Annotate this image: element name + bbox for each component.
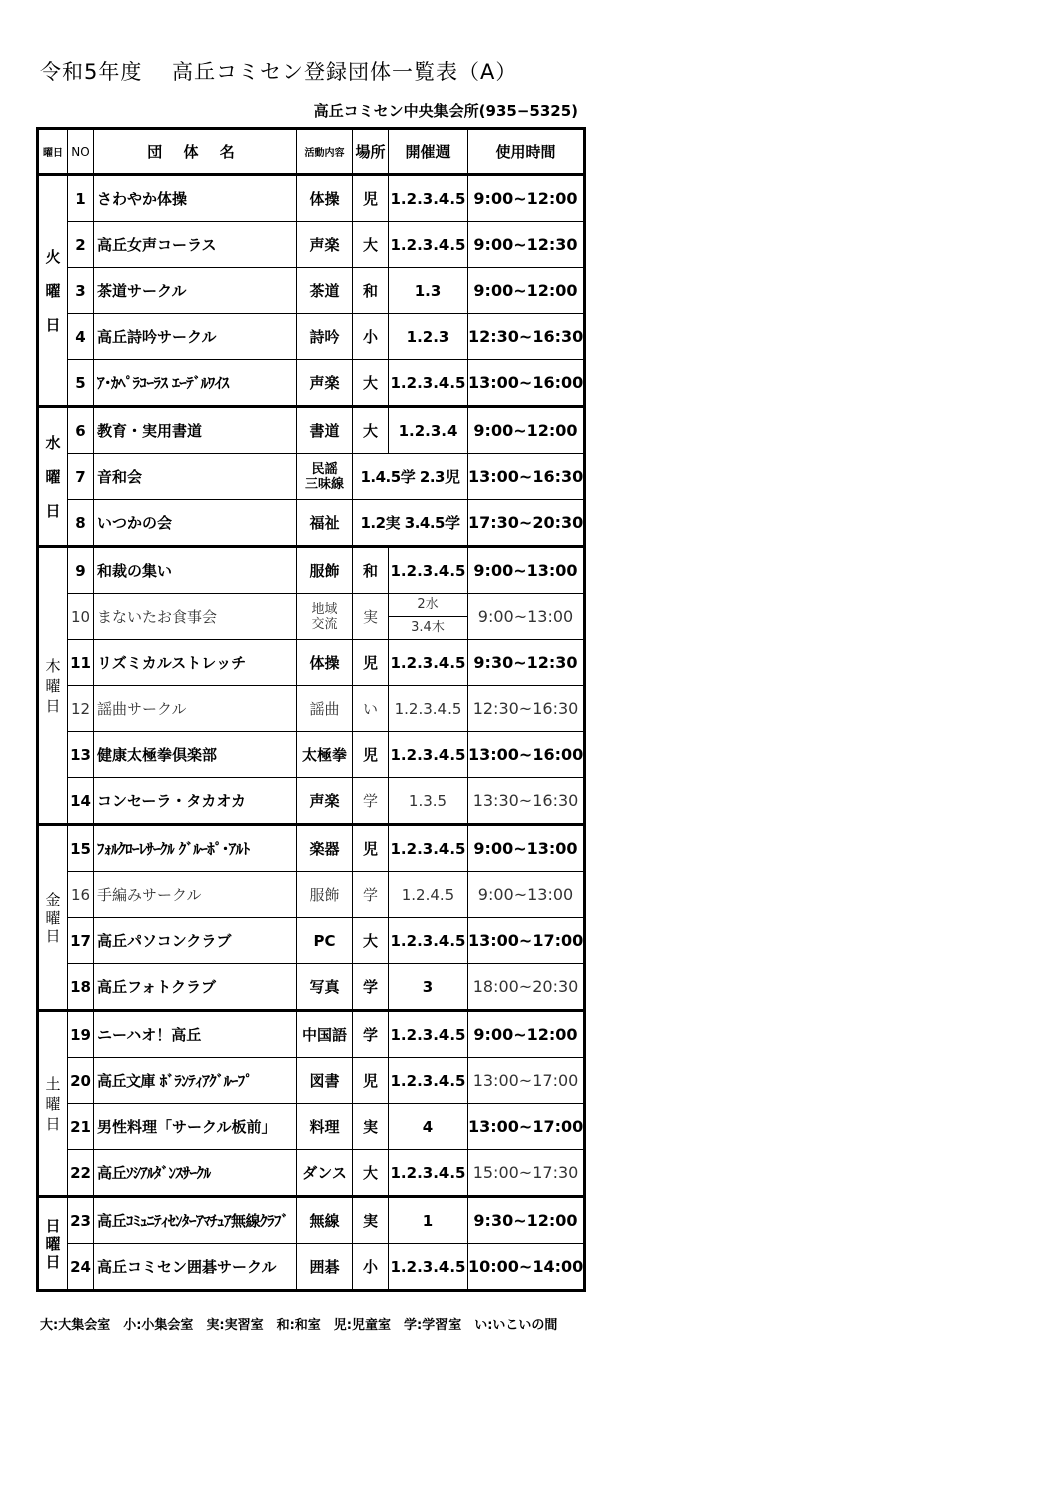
time: 9:00~12:00	[468, 407, 585, 454]
table-row	[38, 1104, 585, 1150]
row-no: 3	[68, 268, 94, 314]
group-name: 高丘フォトクラブ	[94, 964, 297, 1011]
time: 13:00~16:30	[468, 454, 585, 500]
header-name: 団 体 名	[94, 129, 297, 175]
table-row	[38, 686, 585, 732]
time: 9:00~13:00	[468, 547, 585, 594]
weeks: 4	[389, 1104, 468, 1150]
row-no: 9	[68, 547, 94, 594]
table-row	[38, 918, 585, 964]
group-name: 高丘文庫 ﾎﾞﾗﾝﾃｨｱｸﾞﾙｰﾌﾟ	[94, 1058, 297, 1104]
row-no: 21	[68, 1104, 94, 1150]
place: 児	[353, 732, 389, 778]
table-row	[38, 547, 585, 594]
row-no: 24	[68, 1244, 94, 1291]
weeks: 1.2実 3.4.5学	[353, 500, 468, 547]
weeks: 1.2.4.5	[389, 872, 468, 918]
group-name: コンセーラ・タカオカ	[94, 778, 297, 825]
table-row	[38, 314, 585, 360]
group-name: ニーハオ！高丘	[94, 1011, 297, 1058]
time: 9:00~12:30	[468, 222, 585, 268]
group-schedule-table	[36, 127, 586, 1292]
document-title: 令和5年度 高丘コミセン登録団体一覧表（A）	[40, 60, 518, 84]
group-name: 音和会	[94, 454, 297, 500]
activity: 写真	[297, 964, 353, 1011]
activity: 楽器	[297, 825, 353, 872]
weeks: 3	[389, 964, 468, 1011]
day-group-tuesday	[38, 175, 585, 407]
place: 実	[353, 1197, 389, 1244]
table-row	[38, 1011, 585, 1058]
weeks: 1	[389, 1197, 468, 1244]
row-no: 20	[68, 1058, 94, 1104]
row-no: 17	[68, 918, 94, 964]
weeks: 1.2.3.4.5	[389, 360, 468, 407]
weeks: 1.2.3.4.5	[389, 640, 468, 686]
group-name: 謡曲サークル	[94, 686, 297, 732]
day-label-saturday: 土 曜 日	[38, 1011, 68, 1197]
day-label-wednesday: 水 曜 日	[38, 407, 68, 547]
time: 13:00~17:00	[468, 918, 585, 964]
row-no: 7	[68, 454, 94, 500]
activity: 声楽	[297, 360, 353, 407]
group-name: 高丘パソコンクラブ	[94, 918, 297, 964]
time: 13:00~17:00	[468, 1104, 585, 1150]
time: 13:00~17:00	[468, 1058, 585, 1104]
weeks: 1.2.3.4	[389, 407, 468, 454]
weeks: 1.2.3.4.5	[389, 547, 468, 594]
time: 18:00~20:30	[468, 964, 585, 1011]
time: 13:30~16:30	[468, 778, 585, 825]
row-no: 5	[68, 360, 94, 407]
weeks: 1.2.3.4.5	[389, 1058, 468, 1104]
group-name: まないたお食事会	[94, 594, 297, 640]
row-no: 6	[68, 407, 94, 454]
place: 児	[353, 825, 389, 872]
group-name: 高丘ｺﾐｭﾆﾃｨｾﾝﾀｰｱﾏﾁｭｱ無線ｸﾗﾌﾞ	[94, 1197, 297, 1244]
table-row	[38, 1058, 585, 1104]
place: 児	[353, 640, 389, 686]
time: 9:30~12:00	[468, 1197, 585, 1244]
weeks: 1.2.3.4.5	[389, 825, 468, 872]
time: 12:30~16:30	[468, 686, 585, 732]
room-legend: 大:大集会室 小:小集会室 実:実習室 和:和室 児:児童室 学:学習室 い:いこいの間	[40, 1318, 558, 1333]
activity: 謡曲	[297, 686, 353, 732]
table-row	[38, 360, 585, 407]
table-row	[38, 964, 585, 1011]
time: 17:30~20:30	[468, 500, 585, 547]
header-no: NO	[68, 129, 94, 175]
row-no: 10	[68, 594, 94, 640]
place: 学	[353, 778, 389, 825]
activity: 中国語	[297, 1011, 353, 1058]
group-name: ﾌｫﾙｸﾛｰﾚｻｰｸﾙ ｸﾞﾙｰﾎﾟ･ｱﾙﾄ	[94, 825, 297, 872]
header-day: 曜日	[38, 129, 68, 175]
activity: 福祉	[297, 500, 353, 547]
table-header	[38, 129, 585, 175]
facility-contact: 高丘コミセン中央集会所(935−5325)	[313, 102, 578, 120]
time: 9:00~12:00	[468, 1011, 585, 1058]
group-name: 茶道サークル	[94, 268, 297, 314]
table-row	[38, 640, 585, 686]
place: 実	[353, 1104, 389, 1150]
activity: 体操	[297, 175, 353, 222]
row-no: 19	[68, 1011, 94, 1058]
time: 15:00~17:30	[468, 1150, 585, 1197]
place: 大	[353, 360, 389, 407]
weeks: 1.3	[389, 268, 468, 314]
day-group-friday	[38, 825, 585, 1011]
table-row	[38, 268, 585, 314]
row-no: 12	[68, 686, 94, 732]
header-activity: 活動内容	[297, 129, 353, 175]
group-name: 教育・実用書道	[94, 407, 297, 454]
place: 大	[353, 1150, 389, 1197]
table-row	[38, 732, 585, 778]
activity: 服飾	[297, 547, 353, 594]
activity: 茶道	[297, 268, 353, 314]
row-no: 14	[68, 778, 94, 825]
weeks: 1.2.3	[389, 314, 468, 360]
day-group-thursday	[38, 547, 585, 825]
activity: 太極拳	[297, 732, 353, 778]
time: 9:00~12:00	[468, 268, 585, 314]
group-name: 和裁の集い	[94, 547, 297, 594]
weeks-thursday: 3.4木	[411, 620, 445, 635]
time: 9:00~13:00	[468, 872, 585, 918]
day-label-friday: 金 曜 日	[38, 825, 68, 1011]
group-name: さわやか体操	[94, 175, 297, 222]
header-row	[38, 129, 585, 175]
activity: 体操	[297, 640, 353, 686]
row-no: 18	[68, 964, 94, 1011]
row-no: 11	[68, 640, 94, 686]
activity: 民謡 三味線	[297, 454, 353, 500]
table-row	[38, 500, 585, 547]
activity: ダンス	[297, 1150, 353, 1197]
group-name: 高丘詩吟サークル	[94, 314, 297, 360]
activity: 無線	[297, 1197, 353, 1244]
table-row	[38, 175, 585, 222]
weeks-wednesday: 2水	[389, 594, 467, 617]
row-no: 8	[68, 500, 94, 547]
group-name: いつかの会	[94, 500, 297, 547]
row-no: 15	[68, 825, 94, 872]
time: 10:00~14:00	[468, 1244, 585, 1291]
time: 9:30~12:30	[468, 640, 585, 686]
group-name: 高丘ｿｼｱﾙﾀﾞﾝｽｻｰｸﾙ	[94, 1150, 297, 1197]
weeks: 1.2.3.4.5	[389, 175, 468, 222]
group-name: ｱ･ｶﾍﾟﾗｺｰﾗｽ ｴｰﾃﾞﾙﾜｲｽ	[94, 360, 297, 407]
place: 小	[353, 1244, 389, 1291]
activity: 料理	[297, 1104, 353, 1150]
place: 小	[353, 314, 389, 360]
activity: PC	[297, 918, 353, 964]
time: 13:00~16:00	[468, 732, 585, 778]
group-name: 男性料理「サークル板前」	[94, 1104, 297, 1150]
table-row	[38, 594, 585, 640]
day-group-sunday	[38, 1197, 585, 1291]
time: 9:00~12:00	[468, 175, 585, 222]
place: 大	[353, 918, 389, 964]
place: 大	[353, 407, 389, 454]
weeks: 1.2.3.4.5	[389, 686, 468, 732]
weeks	[389, 594, 468, 640]
activity: 服飾	[297, 872, 353, 918]
day-label-tuesday: 火 曜 日	[38, 175, 68, 407]
place: い	[353, 686, 389, 732]
activity: 囲碁	[297, 1244, 353, 1291]
header-place: 場所	[353, 129, 389, 175]
day-label-thursday: 木 曜 日	[38, 547, 68, 825]
header-weeks: 開催週	[389, 129, 468, 175]
time: 9:00~13:00	[468, 594, 585, 640]
place: 学	[353, 1011, 389, 1058]
activity: 声楽	[297, 222, 353, 268]
weeks: 1.2.3.4.5	[389, 732, 468, 778]
day-group-wednesday	[38, 407, 585, 547]
table-row	[38, 1150, 585, 1197]
table-row	[38, 778, 585, 825]
group-name: 手編みサークル	[94, 872, 297, 918]
table-row	[38, 1197, 585, 1244]
place: 児	[353, 175, 389, 222]
weeks: 1.2.3.4.5	[389, 1150, 468, 1197]
weeks: 1.2.3.4.5	[389, 1011, 468, 1058]
activity: 詩吟	[297, 314, 353, 360]
table-row	[38, 1244, 585, 1291]
table-row	[38, 454, 585, 500]
time: 13:00~16:00	[468, 360, 585, 407]
day-label-sunday: 日 曜 日	[38, 1197, 68, 1291]
weeks: 1.2.3.4.5	[389, 222, 468, 268]
group-name: 健康太極拳倶楽部	[94, 732, 297, 778]
row-no: 2	[68, 222, 94, 268]
place: 学	[353, 964, 389, 1011]
row-no: 13	[68, 732, 94, 778]
place: 実	[353, 594, 389, 640]
time: 9:00~13:00	[468, 825, 585, 872]
place: 児	[353, 1058, 389, 1104]
place: 学	[353, 872, 389, 918]
table-row	[38, 872, 585, 918]
activity: 図書	[297, 1058, 353, 1104]
group-name: 高丘コミセン囲碁サークル	[94, 1244, 297, 1291]
place: 和	[353, 268, 389, 314]
group-name: 高丘女声コーラス	[94, 222, 297, 268]
weeks: 1.3.5	[389, 778, 468, 825]
row-no: 23	[68, 1197, 94, 1244]
time: 12:30~16:30	[468, 314, 585, 360]
activity: 書道	[297, 407, 353, 454]
weeks: 1.4.5学 2.3児	[353, 454, 468, 500]
row-no: 4	[68, 314, 94, 360]
place: 大	[353, 222, 389, 268]
table-row	[38, 407, 585, 454]
group-name: リズミカルストレッチ	[94, 640, 297, 686]
row-no: 16	[68, 872, 94, 918]
weeks: 1.2.3.4.5	[389, 1244, 468, 1291]
day-group-saturday	[38, 1011, 585, 1197]
activity: 地域 交流	[297, 594, 353, 640]
place: 和	[353, 547, 389, 594]
activity: 声楽	[297, 778, 353, 825]
row-no: 1	[68, 175, 94, 222]
row-no: 22	[68, 1150, 94, 1197]
header-time: 使用時間	[468, 129, 585, 175]
table-row	[38, 222, 585, 268]
weeks: 1.2.3.4.5	[389, 918, 468, 964]
table-row	[38, 825, 585, 872]
